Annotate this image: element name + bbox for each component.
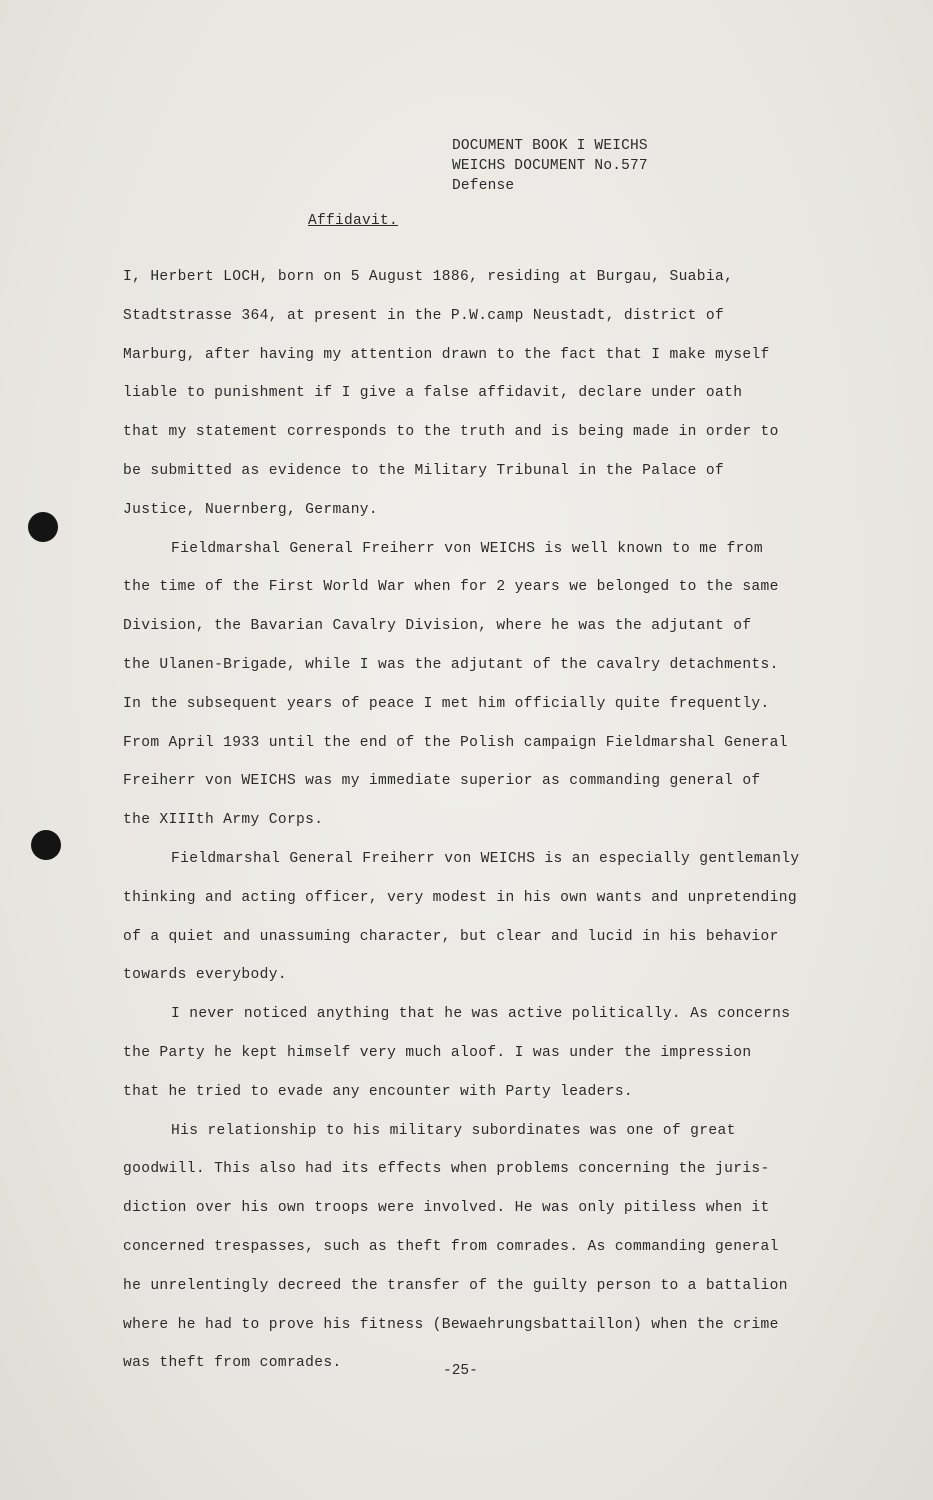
text-line: the Party he kept himself very much aloof. I was under the impression — [123, 1044, 752, 1061]
punch-hole — [28, 512, 58, 542]
text-line: Justice, Nuernberg, Germany. — [123, 501, 379, 518]
text-line: I, Herbert LOCH, born on 5 August 1886, residing at Burgau, Suabia, — [123, 269, 734, 285]
punch-hole — [31, 830, 61, 860]
header-line: DOCUMENT BOOK I WEICHS — [452, 138, 648, 154]
page-number: -25- — [443, 1363, 478, 1379]
text-line: I never noticed anything that he was active politically. As concerns — [171, 1006, 791, 1023]
text-line: thinking and acting officer, very modest in his own wants and unpretending — [123, 889, 797, 906]
text-line: goodwill. This also had its effects when problems concerning the juris- — [123, 1161, 770, 1178]
text-line: was theft from comrades. — [123, 1355, 342, 1372]
text-line: of a quiet and unassuming character, but clear and lucid in his behavior — [123, 928, 779, 945]
text-line: that my statement corresponds to the truth and is being made in order to — [123, 424, 779, 441]
document-header — [452, 136, 648, 196]
text-line: liable to punishment if I give a false affidavit, declare under oath — [123, 385, 743, 402]
header-line: Defense — [452, 178, 515, 194]
text-line: the time of the First World War when for 2 years we belonged to the same — [123, 579, 779, 596]
text-line: From April 1933 until the end of the Polish campaign Fieldmarshal General — [123, 734, 788, 751]
header-line: WEICHS DOCUMENT No.577 — [452, 158, 648, 174]
text-line: Fieldmarshal General Freiherr von WEICHS is well known to me from — [171, 540, 763, 557]
text-line: the Ulanen-Brigade, while I was the adjutant of the cavalry detachments. — [123, 656, 779, 673]
document-body — [123, 258, 833, 1383]
text-line: Division, the Bavarian Cavalry Division, where he was the adjutant of — [123, 618, 752, 635]
text-line: Marburg, after having my attention drawn to the fact that I make myself — [123, 346, 770, 363]
text-line: the XIIIth Army Corps. — [123, 812, 324, 829]
text-line: he unrelentingly decreed the transfer of the guilty person to a battalion — [123, 1277, 788, 1294]
text-line: Stadtstrasse 364, at present in the P.W.camp Neustadt, district of — [123, 307, 725, 324]
text-line: that he tried to evade any encounter with Party leaders. — [123, 1083, 634, 1100]
text-line: diction over his own troops were involved. He was only pitiless when it — [123, 1200, 770, 1217]
text-line: Fieldmarshal General Freiherr von WEICHS is an especially gentlemanly — [171, 850, 800, 867]
text-line: where he had to prove his fitness (Bewaehrungsbattaillon) when the crime — [123, 1316, 779, 1333]
document-title: Affidavit. — [308, 213, 399, 229]
text-line: In the subsequent years of peace I met him officially quite frequently. — [123, 695, 770, 712]
text-line: be submitted as evidence to the Military Tribunal in the Palace of — [123, 462, 725, 479]
text-line: Freiherr von WEICHS was my immediate superior as commanding general of — [123, 773, 761, 790]
text-line: concerned trespasses, such as theft from comrades. As commanding general — [123, 1238, 779, 1255]
text-line: towards everybody. — [123, 967, 287, 984]
text-line: His relationship to his military subordinates was one of great — [171, 1122, 736, 1139]
